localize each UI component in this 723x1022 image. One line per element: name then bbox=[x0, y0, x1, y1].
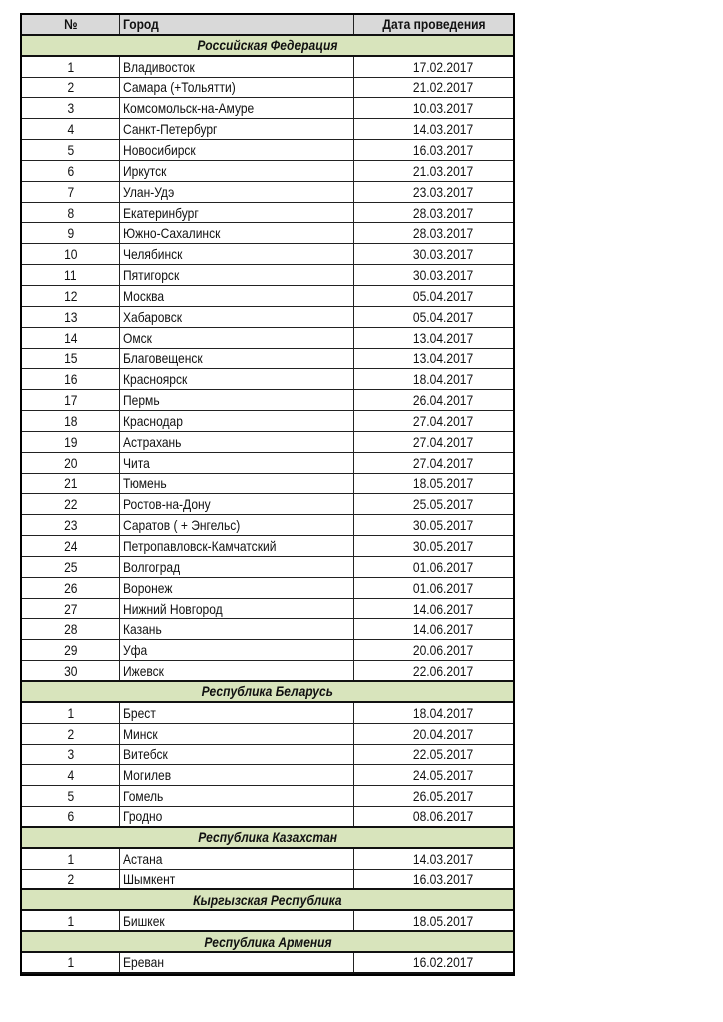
table-row bbox=[22, 849, 513, 870]
table-row bbox=[22, 786, 513, 807]
row-date-cell bbox=[354, 870, 513, 889]
row-city-cell bbox=[120, 724, 354, 744]
row-number-cell bbox=[22, 578, 120, 598]
row-date-cell bbox=[354, 57, 513, 77]
row-date-cell bbox=[354, 453, 513, 473]
row-city: Чита bbox=[123, 454, 150, 471]
table-row bbox=[22, 599, 513, 620]
table-row bbox=[22, 411, 513, 432]
row-date: 30.03.2017 bbox=[413, 267, 474, 284]
row-date: 05.04.2017 bbox=[413, 287, 474, 304]
row-number: 22 bbox=[63, 496, 78, 513]
section-header-row bbox=[22, 682, 513, 703]
row-date: 27.04.2017 bbox=[413, 454, 474, 471]
row-date-cell bbox=[354, 98, 513, 118]
row-date: 25.05.2017 bbox=[413, 496, 474, 513]
row-number-cell bbox=[22, 849, 120, 869]
table-row bbox=[22, 807, 513, 828]
table-row bbox=[22, 182, 513, 203]
row-date-cell bbox=[354, 182, 513, 202]
row-city-cell bbox=[120, 765, 354, 785]
table-row bbox=[22, 911, 513, 932]
row-number-cell bbox=[22, 286, 120, 306]
section-title: Республика Казахстан bbox=[198, 829, 337, 846]
table-row bbox=[22, 328, 513, 349]
table-row bbox=[22, 453, 513, 474]
row-city: Шымкент bbox=[123, 871, 176, 888]
row-number-cell bbox=[22, 536, 120, 556]
row-date-cell bbox=[354, 307, 513, 327]
row-number-cell bbox=[22, 745, 120, 765]
table-row bbox=[22, 745, 513, 766]
row-number-cell bbox=[22, 661, 120, 680]
row-city: Челябинск bbox=[123, 246, 183, 263]
row-number: 20 bbox=[63, 454, 78, 471]
row-date: 18.05.2017 bbox=[413, 475, 474, 492]
row-city: Минск bbox=[123, 725, 158, 742]
row-number-cell bbox=[22, 119, 120, 139]
row-number: 14 bbox=[63, 329, 78, 346]
table-row bbox=[22, 203, 513, 224]
row-city-cell bbox=[120, 745, 354, 765]
table-row bbox=[22, 57, 513, 78]
row-city-cell bbox=[120, 911, 354, 930]
row-city-cell bbox=[120, 599, 354, 619]
row-city-cell bbox=[120, 515, 354, 535]
row-number: 9 bbox=[67, 225, 74, 242]
table-row bbox=[22, 140, 513, 161]
row-date-cell bbox=[354, 411, 513, 431]
row-number: 4 bbox=[67, 121, 74, 138]
row-date-cell bbox=[354, 911, 513, 930]
table-row bbox=[22, 369, 513, 390]
table-row bbox=[22, 286, 513, 307]
row-number-cell bbox=[22, 953, 120, 972]
row-number: 13 bbox=[63, 308, 78, 325]
row-date-cell bbox=[354, 807, 513, 826]
row-number: 27 bbox=[63, 600, 78, 617]
row-date: 21.03.2017 bbox=[413, 162, 474, 179]
row-date: 21.02.2017 bbox=[413, 79, 474, 96]
row-city-cell bbox=[120, 390, 354, 410]
row-date-cell bbox=[354, 619, 513, 639]
row-date-cell bbox=[354, 369, 513, 389]
row-date-cell bbox=[354, 599, 513, 619]
row-date: 08.06.2017 bbox=[413, 808, 474, 825]
row-city-cell bbox=[120, 640, 354, 660]
row-date: 14.06.2017 bbox=[413, 600, 474, 617]
row-date-cell bbox=[354, 474, 513, 494]
row-number-cell bbox=[22, 724, 120, 744]
row-date-cell bbox=[354, 265, 513, 285]
row-city-cell bbox=[120, 119, 354, 139]
row-city: Екатеринбург bbox=[123, 204, 199, 221]
row-date-cell bbox=[354, 578, 513, 598]
row-city: Астрахань bbox=[123, 433, 182, 450]
row-city: Казань bbox=[123, 621, 162, 638]
row-number: 29 bbox=[63, 642, 78, 659]
row-city-cell bbox=[120, 57, 354, 77]
row-city-cell bbox=[120, 453, 354, 473]
row-city: Пермь bbox=[123, 392, 160, 409]
row-city: Ростов-на-Дону bbox=[123, 496, 211, 513]
row-date-cell bbox=[354, 119, 513, 139]
header-number bbox=[22, 15, 120, 34]
row-city: Саратов ( + Энгельс) bbox=[123, 517, 241, 534]
row-date-cell bbox=[354, 494, 513, 514]
table-row bbox=[22, 578, 513, 599]
row-number: 21 bbox=[63, 475, 78, 492]
row-date: 20.04.2017 bbox=[413, 725, 474, 742]
row-city-cell bbox=[120, 98, 354, 118]
row-number: 3 bbox=[67, 746, 74, 763]
section-header-row bbox=[22, 932, 513, 953]
row-number: 15 bbox=[63, 350, 78, 367]
row-number: 8 bbox=[67, 204, 74, 221]
row-date-cell bbox=[354, 536, 513, 556]
row-city-cell bbox=[120, 557, 354, 577]
table-row bbox=[22, 390, 513, 411]
row-date-cell bbox=[354, 203, 513, 223]
row-city: Пятигорск bbox=[123, 267, 180, 284]
row-number: 5 bbox=[67, 141, 74, 158]
row-number-cell bbox=[22, 140, 120, 160]
row-number-cell bbox=[22, 474, 120, 494]
row-city-cell bbox=[120, 494, 354, 514]
section-title: Российская Федерация bbox=[197, 37, 338, 54]
row-number-cell bbox=[22, 807, 120, 826]
row-date: 20.06.2017 bbox=[413, 642, 474, 659]
row-date: 16.02.2017 bbox=[413, 954, 474, 971]
row-number-cell bbox=[22, 328, 120, 348]
row-number-cell bbox=[22, 515, 120, 535]
table-row bbox=[22, 349, 513, 370]
row-date: 17.02.2017 bbox=[413, 58, 474, 75]
row-number: 3 bbox=[67, 100, 74, 117]
row-number-cell bbox=[22, 870, 120, 889]
row-date-cell bbox=[354, 78, 513, 98]
row-number: 7 bbox=[67, 183, 74, 200]
row-number: 25 bbox=[63, 558, 78, 575]
row-number: 23 bbox=[63, 517, 78, 534]
row-city: Бишкек bbox=[123, 912, 165, 929]
row-number-cell bbox=[22, 223, 120, 243]
row-city-cell bbox=[120, 661, 354, 680]
row-date-cell bbox=[354, 661, 513, 680]
row-number: 2 bbox=[67, 871, 74, 888]
row-date: 23.03.2017 bbox=[413, 183, 474, 200]
row-date: 01.06.2017 bbox=[413, 579, 474, 596]
row-date: 18.04.2017 bbox=[413, 704, 474, 721]
row-number: 4 bbox=[67, 767, 74, 784]
header-city-label: Город bbox=[123, 16, 159, 33]
row-city-cell bbox=[120, 849, 354, 869]
row-date-cell bbox=[354, 286, 513, 306]
row-number: 5 bbox=[67, 788, 74, 805]
row-city: Воронеж bbox=[123, 579, 173, 596]
table-row bbox=[22, 765, 513, 786]
row-number-cell bbox=[22, 203, 120, 223]
row-date: 18.05.2017 bbox=[413, 912, 474, 929]
row-number-cell bbox=[22, 640, 120, 660]
row-number: 6 bbox=[67, 162, 74, 179]
row-number-cell bbox=[22, 765, 120, 785]
row-number-cell bbox=[22, 182, 120, 202]
row-number: 2 bbox=[67, 725, 74, 742]
row-date-cell bbox=[354, 349, 513, 369]
row-city-cell bbox=[120, 265, 354, 285]
row-number: 11 bbox=[64, 267, 77, 284]
row-city: Нижний Новгород bbox=[123, 600, 223, 617]
table-row bbox=[22, 870, 513, 891]
row-number-cell bbox=[22, 911, 120, 930]
header-date bbox=[354, 15, 513, 34]
table-row bbox=[22, 953, 513, 974]
row-city-cell bbox=[120, 223, 354, 243]
row-date: 30.05.2017 bbox=[413, 517, 474, 534]
row-number-cell bbox=[22, 244, 120, 264]
row-date: 16.03.2017 bbox=[413, 871, 474, 888]
header-city bbox=[120, 15, 354, 34]
row-date-cell bbox=[354, 557, 513, 577]
table-row bbox=[22, 640, 513, 661]
row-date-cell bbox=[354, 849, 513, 869]
row-date-cell bbox=[354, 161, 513, 181]
table-row bbox=[22, 557, 513, 578]
row-city: Красноярск bbox=[123, 371, 188, 388]
row-number: 24 bbox=[63, 538, 78, 555]
row-city: Ереван bbox=[123, 954, 165, 971]
row-date: 24.05.2017 bbox=[413, 767, 474, 784]
row-date: 30.03.2017 bbox=[413, 246, 474, 263]
table-row bbox=[22, 724, 513, 745]
row-number: 16 bbox=[63, 371, 78, 388]
row-city-cell bbox=[120, 870, 354, 889]
row-date-cell bbox=[354, 703, 513, 723]
row-number-cell bbox=[22, 265, 120, 285]
row-city: Москва bbox=[123, 287, 165, 304]
row-date: 05.04.2017 bbox=[413, 308, 474, 325]
row-city-cell bbox=[120, 432, 354, 452]
row-city-cell bbox=[120, 411, 354, 431]
row-number: 6 bbox=[67, 808, 74, 825]
row-number-cell bbox=[22, 369, 120, 389]
row-date: 16.03.2017 bbox=[413, 141, 474, 158]
row-number: 19 bbox=[63, 433, 78, 450]
row-number-cell bbox=[22, 78, 120, 98]
row-city: Улан-Удэ bbox=[123, 183, 175, 200]
section-header-row bbox=[22, 828, 513, 849]
row-number-cell bbox=[22, 349, 120, 369]
row-date-cell bbox=[354, 515, 513, 535]
table-row bbox=[22, 515, 513, 536]
table-row bbox=[22, 432, 513, 453]
row-city-cell bbox=[120, 953, 354, 972]
row-date: 22.06.2017 bbox=[413, 662, 474, 679]
row-city: Южно-Сахалинск bbox=[123, 225, 221, 242]
table-row bbox=[22, 703, 513, 724]
row-date-cell bbox=[354, 223, 513, 243]
row-number-cell bbox=[22, 432, 120, 452]
row-city: Могилев bbox=[123, 767, 172, 784]
row-city: Комсомольск-на-Амуре bbox=[123, 100, 255, 117]
row-date: 13.04.2017 bbox=[413, 350, 474, 367]
row-city-cell bbox=[120, 161, 354, 181]
table-row bbox=[22, 119, 513, 140]
row-number-cell bbox=[22, 494, 120, 514]
row-city-cell bbox=[120, 182, 354, 202]
row-number-cell bbox=[22, 453, 120, 473]
row-city: Витебск bbox=[123, 746, 168, 763]
row-date-cell bbox=[354, 432, 513, 452]
row-city-cell bbox=[120, 349, 354, 369]
row-number: 1 bbox=[67, 954, 74, 971]
row-city: Петропавловск-Камчатский bbox=[123, 538, 277, 555]
row-number-cell bbox=[22, 411, 120, 431]
row-date-cell bbox=[354, 640, 513, 660]
table-row bbox=[22, 536, 513, 557]
row-number: 1 bbox=[67, 912, 74, 929]
row-city: Благовещенск bbox=[123, 350, 203, 367]
row-city: Санкт-Петербург bbox=[123, 121, 218, 138]
section-title: Кыргызская Республика bbox=[193, 891, 342, 908]
row-date: 14.03.2017 bbox=[413, 850, 474, 867]
row-date-cell bbox=[354, 244, 513, 264]
row-date: 26.05.2017 bbox=[413, 788, 474, 805]
table-row bbox=[22, 474, 513, 495]
row-city-cell bbox=[120, 619, 354, 639]
row-city: Омск bbox=[123, 329, 152, 346]
row-city: Волгоград bbox=[123, 558, 181, 575]
row-number: 1 bbox=[67, 58, 74, 75]
row-date-cell bbox=[354, 390, 513, 410]
row-date: 28.03.2017 bbox=[413, 225, 474, 242]
row-date-cell bbox=[354, 765, 513, 785]
row-city: Хабаровск bbox=[123, 308, 182, 325]
row-number-cell bbox=[22, 57, 120, 77]
row-date: 14.06.2017 bbox=[413, 621, 474, 638]
row-date-cell bbox=[354, 140, 513, 160]
row-number: 17 bbox=[63, 392, 78, 409]
row-city-cell bbox=[120, 807, 354, 826]
row-number-cell bbox=[22, 307, 120, 327]
row-city: Новосибирск bbox=[123, 141, 196, 158]
row-city-cell bbox=[120, 203, 354, 223]
row-date: 27.04.2017 bbox=[413, 433, 474, 450]
row-number-cell bbox=[22, 703, 120, 723]
row-date-cell bbox=[354, 745, 513, 765]
row-date: 10.03.2017 bbox=[413, 100, 474, 117]
row-date-cell bbox=[354, 724, 513, 744]
header-number-label: № bbox=[63, 16, 78, 33]
row-city-cell bbox=[120, 140, 354, 160]
row-city: Владивосток bbox=[123, 58, 195, 75]
row-number-cell bbox=[22, 786, 120, 806]
row-city: Иркутск bbox=[123, 162, 167, 179]
row-city: Тюмень bbox=[123, 475, 167, 492]
row-city: Астана bbox=[123, 850, 163, 867]
row-date: 27.04.2017 bbox=[413, 412, 474, 429]
row-number-cell bbox=[22, 619, 120, 639]
row-city-cell bbox=[120, 286, 354, 306]
row-number: 1 bbox=[67, 704, 74, 721]
row-number: 28 bbox=[63, 621, 78, 638]
row-number: 30 bbox=[63, 662, 78, 679]
row-date-cell bbox=[354, 786, 513, 806]
row-number: 26 bbox=[63, 579, 78, 596]
table-row bbox=[22, 223, 513, 244]
row-date: 13.04.2017 bbox=[413, 329, 474, 346]
row-city: Уфа bbox=[123, 642, 148, 659]
table-row bbox=[22, 265, 513, 286]
row-city: Гродно bbox=[123, 808, 163, 825]
row-city-cell bbox=[120, 244, 354, 264]
row-number-cell bbox=[22, 161, 120, 181]
row-city: Гомель bbox=[123, 788, 164, 805]
table-row bbox=[22, 619, 513, 640]
section-title: Республика Беларусь bbox=[201, 683, 334, 700]
table-row bbox=[22, 307, 513, 328]
row-city-cell bbox=[120, 578, 354, 598]
table-row bbox=[22, 98, 513, 119]
row-date: 28.03.2017 bbox=[413, 204, 474, 221]
row-number: 10 bbox=[63, 246, 78, 263]
row-number-cell bbox=[22, 390, 120, 410]
row-city-cell bbox=[120, 474, 354, 494]
row-city-cell bbox=[120, 328, 354, 348]
row-number-cell bbox=[22, 557, 120, 577]
section-header-row bbox=[22, 890, 513, 911]
table-row bbox=[22, 78, 513, 99]
row-date: 01.06.2017 bbox=[413, 558, 474, 575]
header-date-label: Дата проведения bbox=[381, 16, 486, 33]
row-number: 12 bbox=[63, 287, 78, 304]
row-date: 22.05.2017 bbox=[413, 746, 474, 763]
row-date-cell bbox=[354, 953, 513, 972]
row-date: 26.04.2017 bbox=[413, 392, 474, 409]
section-header-row bbox=[22, 36, 513, 57]
row-city: Ижевск bbox=[123, 662, 164, 679]
row-date-cell bbox=[354, 328, 513, 348]
row-city-cell bbox=[120, 536, 354, 556]
table-row bbox=[22, 494, 513, 515]
row-number-cell bbox=[22, 599, 120, 619]
row-date: 18.04.2017 bbox=[413, 371, 474, 388]
row-city: Самара (+Тольятти) bbox=[123, 79, 236, 96]
table-row bbox=[22, 161, 513, 182]
row-date: 30.05.2017 bbox=[413, 538, 474, 555]
row-city: Брест bbox=[123, 704, 156, 721]
row-city-cell bbox=[120, 307, 354, 327]
table-header-row bbox=[22, 15, 513, 36]
row-city: Краснодар bbox=[123, 412, 183, 429]
events-table bbox=[20, 13, 515, 976]
table-row bbox=[22, 244, 513, 265]
section-title: Республика Армения bbox=[203, 933, 332, 950]
row-number-cell bbox=[22, 98, 120, 118]
row-city-cell bbox=[120, 78, 354, 98]
row-city-cell bbox=[120, 786, 354, 806]
row-number: 18 bbox=[63, 412, 78, 429]
row-city-cell bbox=[120, 369, 354, 389]
row-city-cell bbox=[120, 703, 354, 723]
table-row bbox=[22, 661, 513, 682]
row-date: 14.03.2017 bbox=[413, 121, 474, 138]
row-number: 2 bbox=[67, 79, 74, 96]
row-number: 1 bbox=[67, 850, 74, 867]
